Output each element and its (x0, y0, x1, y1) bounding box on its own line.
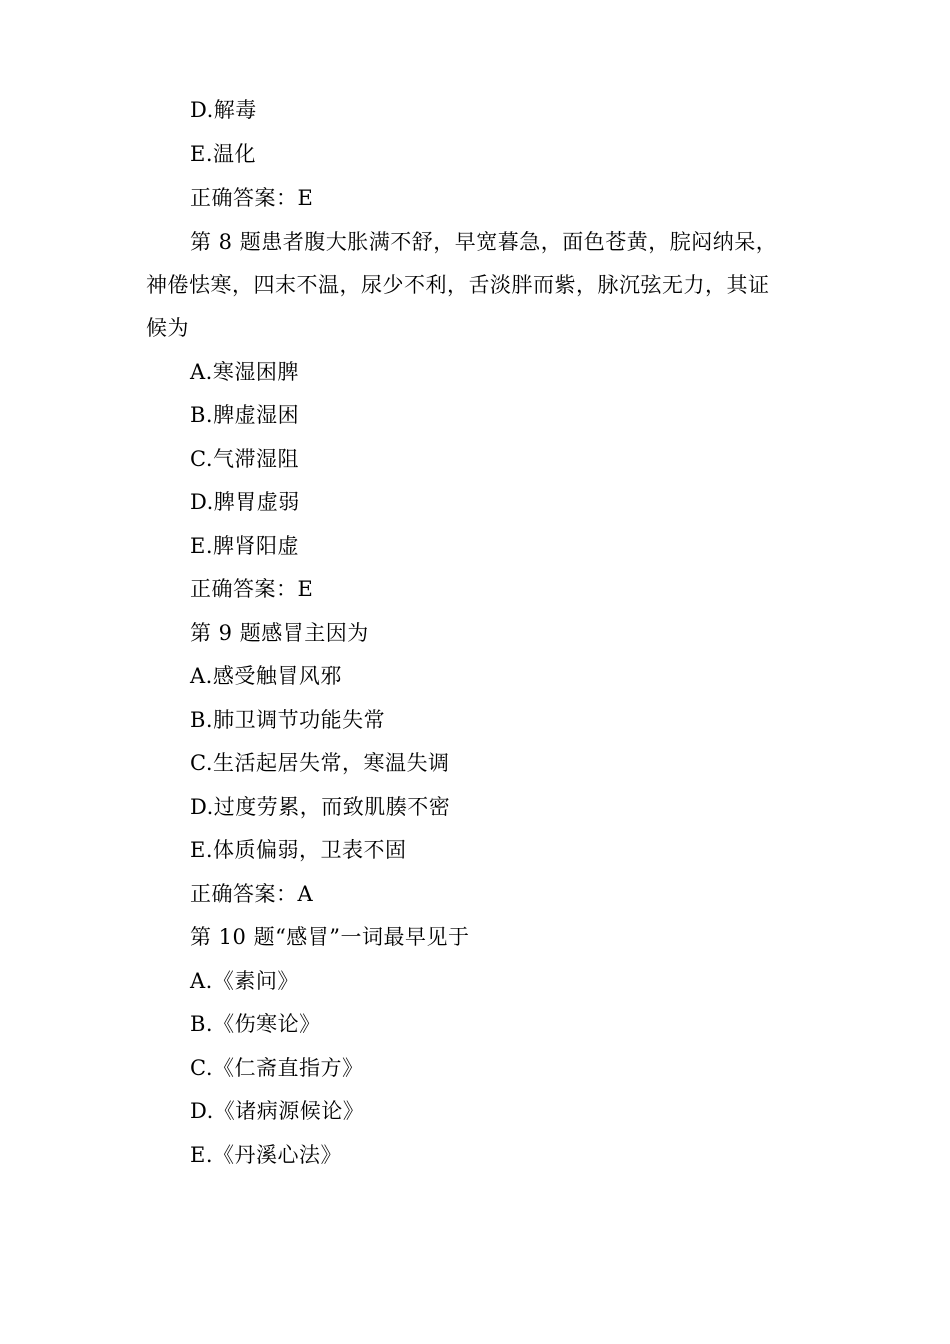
question-8-line-3: 候为 (146, 316, 189, 340)
option-b-q10: B.《伤寒论》 (190, 1012, 321, 1036)
question-8-line-2: 神倦怯寒，四末不温，尿少不利，舌淡胖而紫，脉沉弦无力，其证 (146, 273, 770, 297)
answer-q7: 正确答案：E (190, 186, 314, 210)
option-e-q10: E.《丹溪心法》 (190, 1143, 343, 1167)
answer-q9: 正确答案：A (190, 882, 314, 906)
question-8-line-1: 第 8 题患者腹大胀满不舒，早宽暮急，面色苍黄，脘闷纳呆， (190, 230, 778, 254)
option-d-q10: D.《诸病源候论》 (190, 1099, 365, 1123)
option-a-q10: A.《素问》 (190, 969, 299, 993)
option-d-q7: D.解毒 (190, 98, 257, 122)
question-10: 第 10 题“感冒”一词最早见于 (190, 925, 470, 949)
option-e-q8: E.脾肾阳虚 (190, 534, 300, 558)
option-a-q8: A.寒湿困脾 (190, 360, 299, 384)
option-e-q9: E.体质偏弱，卫表不固 (190, 838, 407, 862)
option-d-q8: D.脾胃虚弱 (190, 490, 300, 514)
option-c-q9: C.生活起居失常，寒温失调 (190, 751, 450, 775)
option-a-q9: A.感受触冒风邪 (190, 664, 342, 688)
option-e-q7: E.温化 (190, 142, 257, 166)
question-9: 第 9 题感冒主因为 (190, 621, 369, 645)
option-c-q10: C.《仁斋直指方》 (190, 1056, 364, 1080)
option-c-q8: C.气滞湿阻 (190, 447, 299, 471)
answer-q8: 正确答案：E (190, 577, 314, 601)
option-b-q8: B.脾虚湿困 (190, 403, 300, 427)
option-d-q9: D.过度劳累，而致肌腠不密 (190, 795, 451, 819)
option-b-q9: B.肺卫调节功能失常 (190, 708, 386, 732)
